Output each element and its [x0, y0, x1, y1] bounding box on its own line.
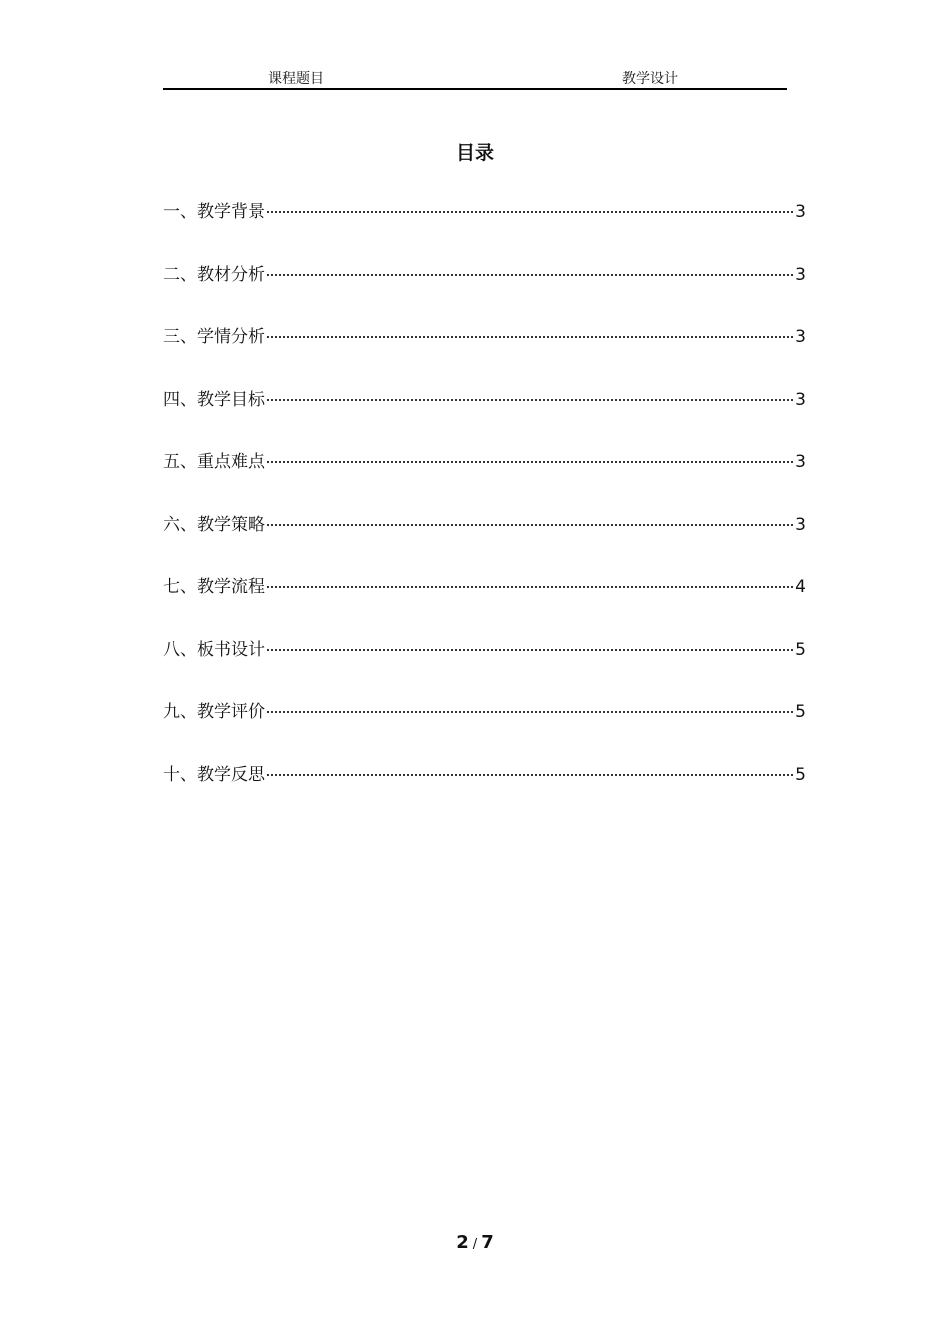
toc-title: 目录 [455, 142, 494, 164]
toc-dot-leader [267, 211, 793, 213]
table-of-contents [163, 199, 806, 824]
toc-entry-page: 3 [795, 514, 806, 535]
toc-entry-page: 5 [795, 702, 806, 722]
page-header [163, 66, 787, 90]
toc-entry-label: 一、教学背景 [163, 202, 265, 222]
toc-entry-page: 3 [795, 327, 806, 347]
toc-entry[interactable] [163, 512, 806, 575]
toc-entry[interactable] [163, 199, 806, 262]
toc-entry-page: 3 [795, 389, 806, 410]
toc-entry-page: 5 [795, 639, 806, 660]
toc-dot-leader [267, 461, 793, 463]
toc-entry-label: 四、教学目标 [163, 389, 265, 410]
toc-entry-label: 八、板书设计 [163, 639, 265, 660]
toc-entry[interactable] [163, 637, 806, 700]
toc-dot-leader [267, 399, 793, 401]
footer-current-page: 2 [456, 1232, 469, 1253]
toc-dot-leader [267, 711, 793, 713]
footer-total-pages: 7 [481, 1232, 494, 1253]
toc-entry[interactable] [163, 699, 806, 762]
toc-entry[interactable] [163, 387, 806, 450]
toc-dot-leader [267, 649, 793, 651]
toc-entry[interactable] [163, 574, 806, 637]
toc-entry-label: 三、学情分析 [163, 327, 265, 347]
toc-entry-label: 十、教学反思 [163, 764, 265, 785]
toc-entry-page: 3 [795, 264, 806, 285]
footer-page-separator: / [472, 1237, 478, 1252]
toc-dot-leader [267, 586, 793, 588]
toc-dot-leader [267, 524, 793, 526]
toc-entry[interactable] [163, 324, 806, 387]
toc-dot-leader [267, 774, 793, 776]
toc-entry[interactable] [163, 449, 806, 512]
toc-entry-label: 六、教学策略 [163, 514, 265, 535]
toc-dot-leader [267, 336, 793, 338]
toc-entry[interactable] [163, 262, 806, 325]
toc-entry-page: 3 [795, 452, 806, 472]
toc-entry[interactable] [163, 762, 806, 825]
toc-entry-label: 二、教材分析 [163, 264, 265, 285]
toc-entry-page: 4 [795, 577, 806, 597]
page-footer [0, 1232, 950, 1253]
toc-entry-label: 五、重点难点 [163, 452, 265, 472]
toc-entry-label: 九、教学评价 [163, 702, 265, 722]
toc-entry-page: 3 [795, 202, 806, 222]
header-document-type: 教学设计 [622, 71, 678, 87]
toc-dot-leader [267, 274, 793, 276]
toc-entry-label: 七、教学流程 [163, 577, 265, 597]
toc-entry-page: 5 [795, 764, 806, 785]
header-course-title: 课程题目 [268, 71, 324, 87]
